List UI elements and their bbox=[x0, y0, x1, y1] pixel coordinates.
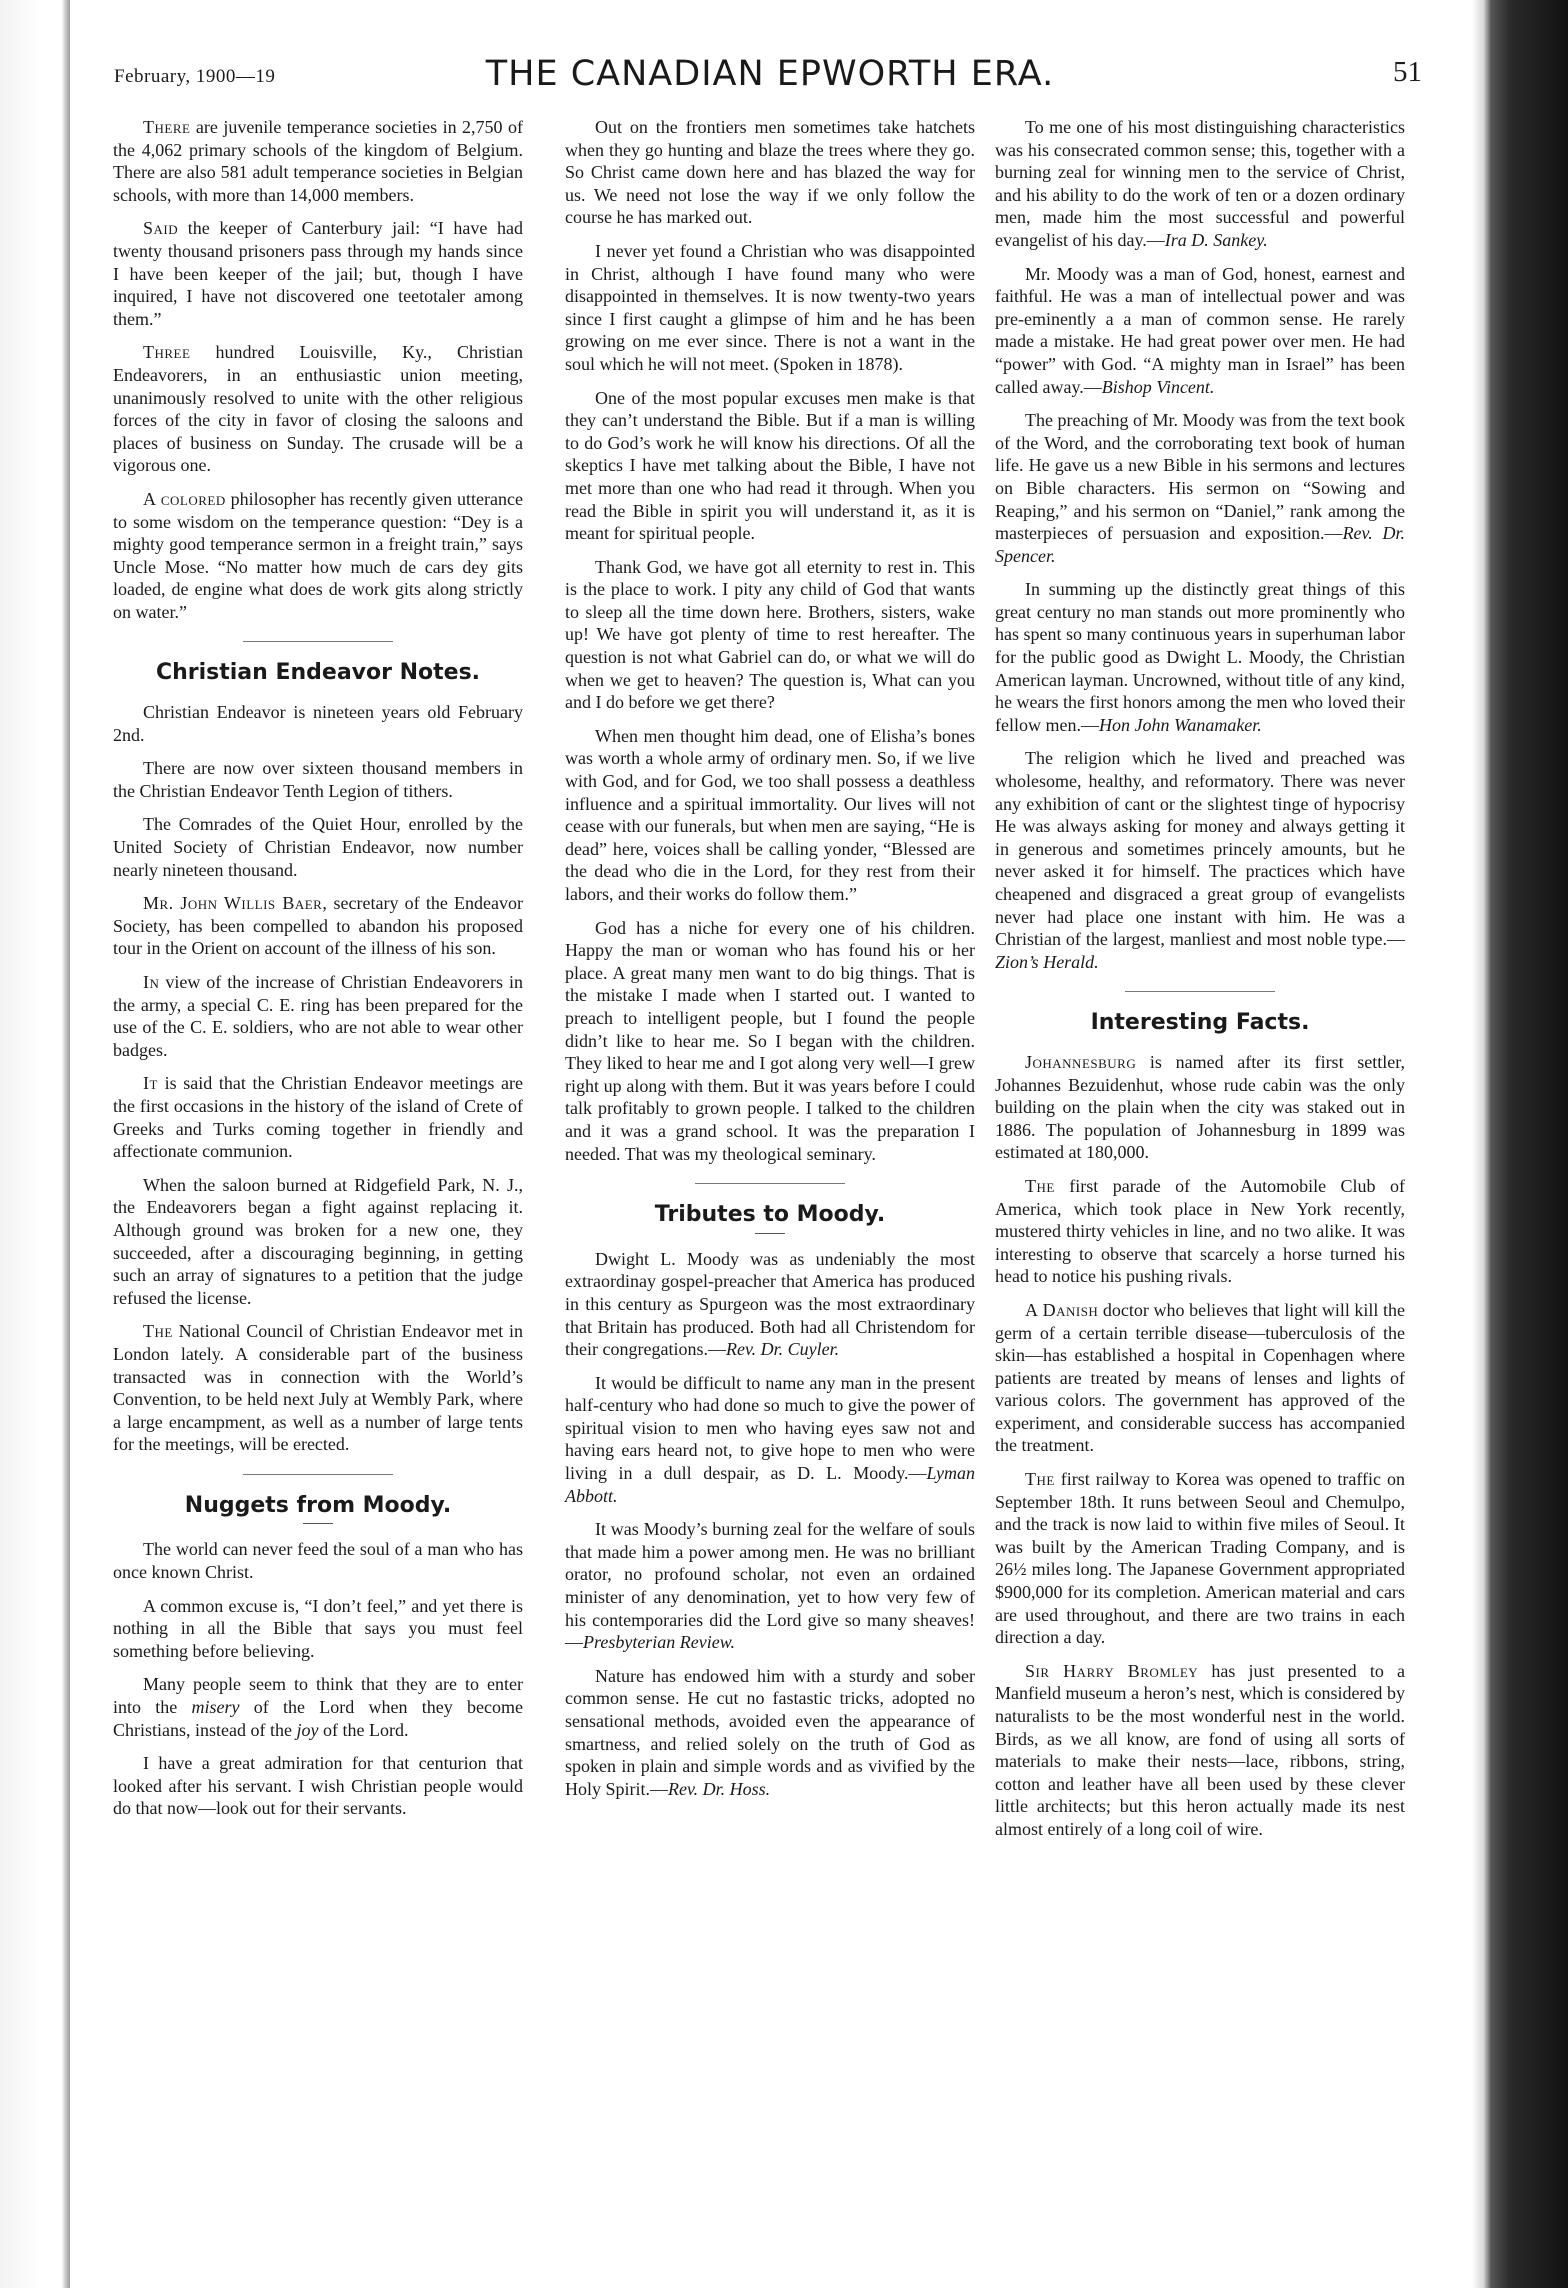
item-canterbury: Said the keeper of Canterbury jail: “I have had twenty thousand prisoners pass through my hands since I have been keeper of the jail; but, though I have inquired, I have not discovered one teetotaler among them.” bbox=[113, 218, 523, 329]
tribute: The preaching of Mr. Moody was from the text book of the Word, and the corroborating text book of human life. He gave us a new Bible in his sermons and lectures on Bible characters. His sermon on “Sowing and Reaping,” and his sermon on “Daniel,” rank among the masterpieces of persuasion and exposition.—Rev. Dr. Spencer. bbox=[995, 410, 1405, 566]
fact: The first railway to Korea was opened to traffic on September 18th. It runs between Seoul and Chemulpo, and the track is now laid to within five miles of Seoul. It was built by the American Trading Company, and is 26½ miles long. The Japanese Government appropriated $900,000 for its completion. American material and cars are used throughout, and there are two trains in each direction a day. bbox=[995, 1469, 1405, 1648]
ce-note: In view of the increase of Christian Endeavorers in the army, a special C. E. ring has been prepared for the use of the C. E. soldiers, who are not able to wear other badges. bbox=[113, 972, 523, 1060]
section-rule bbox=[695, 1183, 845, 1184]
tribute: The religion which he lived and preached was wholesome, healthy, and reformatory. There was never any exhibition of cant or the slightest tinge of hypocrisy He was always asking for money and always getting it in generous and sometimes princely amounts, but he never asked it for himself. The practices which have cheapened and disgraced a great group of evangelists never had place one instant with him. He was a Christian of the largest, manliest and most noble type.—Zion’s Herald. bbox=[995, 748, 1405, 972]
tribute: Mr. Moody was a man of God, honest, earnest and faithful. He was a man of intellectual power and was pre-eminently a a man of common sense. He rarely made a mistake. He had great power over men. He had “power” with God. “A mighty man in Israel” has been called away.—Bishop Vincent. bbox=[995, 263, 1405, 397]
ce-note: Christian Endeavor is nineteen years old February 2nd. bbox=[113, 702, 523, 745]
issue-date: February, 1900—19 bbox=[114, 66, 276, 87]
tribute: It was Moody’s burning zeal for the welfare of souls that made him a power among men. He was no brilliant orator, no profound scholar, not even an ordained minister of any denomination, yet to how very few of his contemporaries did the Lord give so many sheaves!—Presbyterian Review. bbox=[565, 1519, 975, 1653]
nugget: One of the most popular excuses men make is that they can’t understand the Bible. But if a man is willing to do God’s work he will know his directions. Of all the skeptics I have met talking about the Bible, I have not met more than one who had read it through. When you read the Bible in spirit you will understand it, as it is meant for spiritual people. bbox=[565, 387, 975, 544]
publication-title: THE CANADIAN EPWORTH ERA. bbox=[485, 54, 1055, 94]
tribute: It would be difficult to name any man in the present half-century who had done so much to give the power of spiritual vision to men who having eyes saw not and having ears heard not, to give hope to men who were living in a dull despair, as D. L. Moody.—Lyman Abbott. bbox=[565, 1372, 975, 1506]
running-head bbox=[100, 38, 1440, 98]
tribute-attribution: Rev. Dr. Cuyler. bbox=[725, 1339, 840, 1360]
tribute-attribution: Rev. Dr. Spencer. bbox=[995, 523, 1405, 566]
ce-note: The Comrades of the Quiet Hour, enrolled by the United Society of Christian Endeavor, now number nearly nineteen thousand. bbox=[113, 814, 523, 880]
ce-note: Mr. John Willis Baer, secretary of the Endeavor Society, has been compelled to abandon his proposed tour in the Orient on account of the illness of his son. bbox=[113, 893, 523, 959]
ce-note: There are now over sixteen thousand members in the Christian Endeavor Tenth Legion of tithers. bbox=[113, 758, 523, 801]
nugget: Thank God, we have got all eternity to rest in. This is the place to work. I pity any child of God that wants to sleep all the time down here. Brothers, sisters, wake up! We have got plenty of time to rest hereafter. The question is not what Gabriel can do, or what we will do when we get to heaven? The question is, What can you and I do before we get there? bbox=[565, 556, 975, 713]
tribute-attribution: Ira D. Sankey. bbox=[1164, 229, 1268, 250]
previous-page-edge bbox=[0, 0, 70, 2288]
section-rule bbox=[1125, 991, 1275, 992]
tribute-attribution: Bishop Vincent. bbox=[1101, 376, 1215, 397]
item-philosopher: A colored philosopher has recently given utterance to some wisdom on the temperance question: “Dey is a mighty good temperance sermon in a freight train,” says Uncle Mose. “No matter how much de cars dey gits loaded, de engine what does de work gits along strictly on water.” bbox=[113, 488, 523, 622]
heading-ornament bbox=[755, 1233, 785, 1234]
page-number: 51 bbox=[1393, 56, 1422, 88]
tribute: Nature has endowed him with a sturdy and sober common sense. He cut no fastastic tricks, adopted no sensational methods, avoided even the appearance of smartness, and relied solely on the truth of God as spoken in plain and simple words and as vivified by the Holy Spirit.—Rev. Dr. Hoss. bbox=[565, 1665, 975, 1799]
section-heading-nuggets: Nuggets from Moody. bbox=[184, 1492, 452, 1518]
book-binding-edge bbox=[1472, 0, 1568, 2288]
nugget: I never yet found a Christian who was disappointed in Christ, although I have found many who were disappointed in themselves. It is now twenty-two years since I first caught a glimpse of him and he has been growing on me ever since. There is not a want in the soul which he will not meet. (Spoken in 1878). bbox=[565, 240, 975, 374]
tribute-attribution: Hon John Wanamaker. bbox=[1098, 714, 1262, 735]
nugget: When men thought him dead, one of Elisha’s bones was worth a whole army of ordinary men. So, if we live with God, and for God, we too shall possess a deathless influence and a spiritual immortality. Our lives will not cease with our funerals, but when men are saying, “He is dead” here, voices shall be calling yonder, “Blessed are the dead who die in the Lord, for they rest from their labors, and their works do follow them.” bbox=[565, 725, 975, 904]
ce-note: The National Council of Christian Endeavor met in London lately. A considerable part of the business transacted was in connection with the World’s Convention, to be held next July at Wembly Park, where a large encampment, as well as a number of large tents for the meetings, will be erected. bbox=[113, 1321, 523, 1455]
section-heading-facts: Interesting Facts. bbox=[1090, 1010, 1310, 1036]
nugget: God has a niche for every one of his children. Happy the man or woman who has found his or her place. A great many men want to do big things. That is the mistake I made when I started out. I wanted to preach to intelligent people, but I found the people didn’t like to hear me. So I began with the children. They liked to hear me and I got along very well—I grew right up along with them. But it was years before I could talk profitably to grown people. I talked to the children and it was a grand school. It was the preparation I needed. That was my theological seminary. bbox=[565, 917, 975, 1164]
section-rule bbox=[243, 641, 393, 642]
section-heading-tributes: Tributes to Moody. bbox=[654, 1202, 886, 1228]
fact: Johannesburg is named after its first settler, Johannes Bezuidenhut, whose rude cabin was the only building on the plain when the city was staked out in 1886. The population of Johannesburg in 1899 was estimated at 180,000. bbox=[995, 1051, 1405, 1163]
tribute: To me one of his most distinguishing characteristics was his consecrated common sense; this, together with a burning zeal for winning men to the service of Christ, and his ability to do the work of ten or a dozen ordinary men, made him the most successful and powerful evangelist of his day.—Ira D. Sankey. bbox=[995, 117, 1405, 250]
section-rule bbox=[243, 1474, 393, 1475]
tribute-attribution: Lyman Abbott. bbox=[565, 1463, 975, 1506]
nugget: I have a great admiration for that centurion that looked after his servant. I wish Christian people would do that now—look out for their servants. bbox=[113, 1753, 523, 1819]
column-2 bbox=[565, 116, 975, 1811]
fact: A Danish doctor who believes that light will kill the germ of a certain terrible disease—tuberculosis of the skin—has established a hospital in Copenhagen where patients are treated by means of lenses and lights of various colors. The government has approved of the experiment, and considerable success has accompanied the treatment. bbox=[995, 1299, 1405, 1456]
tribute-attribution: Rev. Dr. Hoss. bbox=[668, 1778, 771, 1799]
nugget: The world can never feed the soul of a man who has once known Christ. bbox=[113, 1539, 523, 1583]
tribute-attribution: Presbyterian Review. bbox=[583, 1632, 735, 1653]
section-heading-ce-notes: Christian Endeavor Notes. bbox=[155, 660, 481, 686]
column-1 bbox=[113, 116, 523, 1831]
nugget: A common excuse is, “I don’t feel,” and yet there is nothing in all the Bible that says you must feel something before believing. bbox=[113, 1595, 523, 1661]
fact: Sir Harry Bromley has just presented to a Manfield museum a heron’s nest, which is considered by naturalists to be the most wonderful nest in the world. Birds, as we all know, are fond of using all sorts of materials to make their nests—lace, ribbons, string, cotton and leather have all been used by these clever little architects; but this heron actually made its nest almost entirely of a long coil of wire. bbox=[995, 1660, 1405, 1839]
nugget: Many people seem to think that they are to enter into the misery of the Lord when they become Christians, instead of the joy of the Lord. bbox=[113, 1674, 523, 1740]
nugget: Out on the frontiers men sometimes take hatchets when they go hunting and blaze the trees where they go. So Christ came down here and has blazed the way for us. We need not lose the way if we only follow the course he has marked out. bbox=[565, 117, 975, 228]
tribute-attribution: Zion’s Herald. bbox=[995, 951, 1099, 972]
column-3 bbox=[995, 116, 1405, 1852]
magazine-page bbox=[100, 38, 1440, 2268]
ce-note: When the saloon burned at Ridgefield Park, N. J., the Endeavorers began a fight against replacing it. Although ground was broken for a new one, they succeeded, after a discouraging beginning, in getting such an array of signatures to a petition that the judge refused the license. bbox=[113, 1174, 523, 1308]
fact: The first parade of the Automobile Club of America, which took place in New York recently, mustered thirty vehicles in line, and no two alike. It was interesting to observe that scarcely a horse turned his head to notice his pushing rivals. bbox=[995, 1175, 1405, 1287]
item-louisville: Three hundred Louisville, Ky., Christian Endeavorers, in an enthusiastic union meeting, unanimously resolved to unite with the other religious forces of the city in favor of closing the saloons and places of business on Sunday. The crusade will be a vigorous one. bbox=[113, 342, 523, 476]
item-belgium: There are juvenile temperance societies in 2,750 of the 4,062 primary schools of the kingdom of Belgium. There are also 581 adult temperance societies in Belgian schools, with more than 14,000 members. bbox=[113, 117, 523, 205]
heading-ornament bbox=[303, 1523, 333, 1524]
tribute: In summing up the distinctly great things of this great century no man stands out more prominently who has spent so many continuous years in superhuman labor for the public good as Dwight L. Moody, the Christian American layman. Uncrowned, without title of any kind, he wears the first honors among the men who loved their fellow men.—Hon John Wanamaker. bbox=[995, 579, 1405, 735]
ce-note: It is said that the Christian Endeavor meetings are the first occasions in the history of the island of Crete of Greeks and Turks coming together in friendly and affectionate communion. bbox=[113, 1073, 523, 1162]
tribute: Dwight L. Moody was as undeniably the most extraordinay gospel-preacher that America has produced in this century as Spurgeon was the most extraordinary that Britain has produced. Both had all Christendom for their congregations.—Rev. Dr. Cuyler. bbox=[565, 1248, 975, 1360]
